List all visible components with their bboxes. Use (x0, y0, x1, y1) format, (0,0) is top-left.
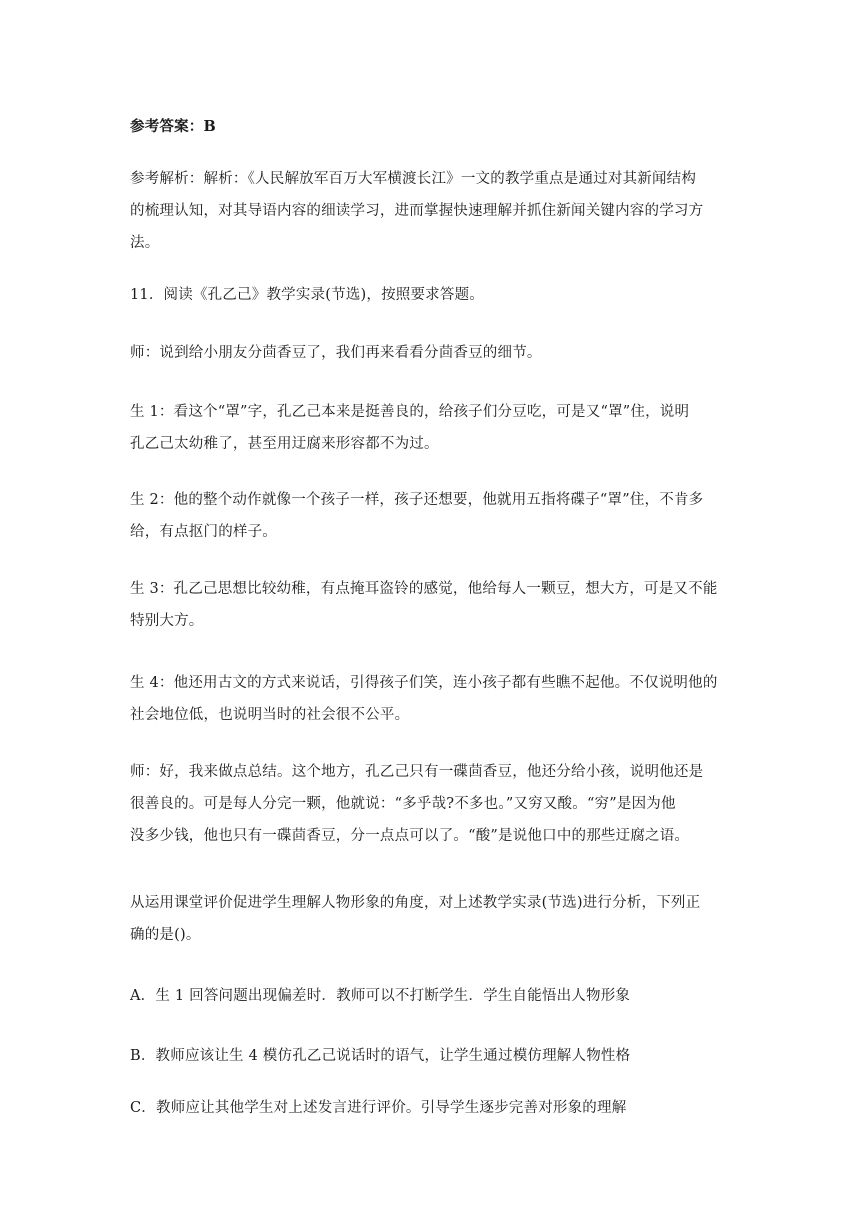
student-1-statement (130, 396, 735, 460)
student-2-line: 给，有点抠门的样子。 (130, 524, 277, 540)
teacher-statement-1: 师：说到给小朋友分茴香豆了，我们再来看看分茴香豆的细节。 (130, 345, 542, 361)
student-2-line: 生 2：他的整个动作就像一个孩子一样，孩子还想要，他就用五指将碟子“罩”住，不肯多 (130, 492, 704, 508)
student-3-line: 特别大方。 (130, 613, 204, 629)
option-a: A．生 1 回答问题出现偏差时．教师可以不打断学生．学生自能悟出人物形象 (130, 988, 631, 1004)
option-c: C．教师应让其他学生对上述发言进行评价。引导学生逐步完善对形象的理解 (130, 1100, 627, 1116)
option-b: B．教师应该让生 4 模仿孔乙己说话时的语气，让学生通过模仿理解人物性格 (130, 1048, 631, 1064)
question-prompt (130, 887, 735, 951)
student-2-statement (130, 484, 735, 548)
student-4-statement (130, 667, 735, 731)
question-title: 11．阅读《孔乙己》教学实录(节选)，按照要求答题。 (130, 287, 484, 303)
student-1-line: 孔乙己太幼稚了，甚至用迂腐来形容都不为过。 (130, 436, 439, 452)
analysis-line: 法。 (130, 235, 160, 251)
teacher-summary (130, 756, 735, 852)
student-4-line: 社会地位低，也说明当时的社会很不公平。 (130, 707, 410, 723)
analysis-line: 的梳理认知，对其导语内容的细读学习，进而掌握快速理解并抓住新闻关键内容的学习方 (130, 203, 704, 219)
question-prompt-line: 确的是()。 (130, 927, 201, 943)
teacher-summary-line: 师：好，我来做点总结。这个地方，孔乙己只有一碟茴香豆，他还分给小孩，说明他还是 (130, 764, 704, 780)
teacher-summary-line: 没多少钱，他也只有一碟茴香豆，分一点点可以了。“酸”是说他口中的那些迂腐之语。 (130, 828, 690, 844)
answer-label: 参考答案：B (130, 118, 216, 135)
student-3-line: 生 3：孔乙己思想比较幼稚，有点掩耳盗铃的感觉，他给每人一颗豆，想大方，可是又不能 (130, 581, 718, 597)
question-prompt-line: 从运用课堂评价促进学生理解人物形象的角度，对上述教学实录(节选)进行分析，下列正 (130, 895, 701, 911)
student-1-line: 生 1：看这个“罩”字，孔乙己本来是挺善良的，给孩子们分豆吃，可是又“罩”住，说明 (130, 404, 690, 420)
teacher-summary-line: 很善良的。可是每人分完一颗，他就说：“多乎哉?不多也。”又穷又酸。“穷”是因为他 (130, 796, 676, 812)
student-4-line: 生 4：他还用古文的方式来说话，引得孩子们笑，连小孩子都有些瞧不起他。不仅说明他的 (130, 675, 718, 691)
student-3-statement (130, 573, 735, 637)
analysis-paragraph (130, 163, 735, 259)
analysis-line: 参考解析：解析：《人民解放军百万大军横渡长江》一文的教学重点是通过对其新闻结构 (130, 171, 697, 187)
